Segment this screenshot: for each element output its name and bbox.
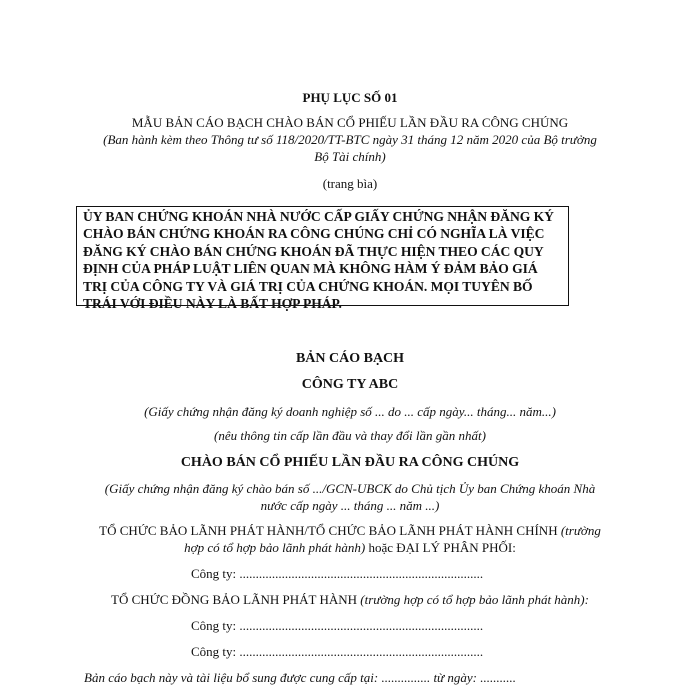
legal-notice-box (76, 206, 569, 312)
prospectus-title: BẢN CÁO BẠCH (295, 351, 405, 366)
form-title: MẪU BẢN CÁO BẠCH CHÀO BÁN CỔ PHIẾU LẦN ĐẦU RA CÔNG CHÚNG (131, 115, 569, 130)
co-underwriter-heading: TỔ CHỨC ĐỒNG BẢO LÃNH PHÁT HÀNH (111, 592, 358, 607)
underwriter-heading-line-2 (0, 540, 700, 556)
co-underwriter-company-line-2: Công ty: ........................................................................... (191, 644, 484, 659)
business-cert: (Giấy chứng nhận đăng ký doanh nghiệp số ... do ... cấp ngày... tháng... năm...) (144, 404, 556, 419)
underwriter-company-line: Công ty: ........................................................................... (191, 566, 484, 581)
offering-title: CHÀO BÁN CỔ PHIẾU LẦN ĐẦU RA CÔNG CHÚNG (180, 455, 520, 470)
underwriter-heading: TỔ CHỨC BẢO LÃNH PHÁT HÀNH/TỔ CHỨC BẢO LÃNH PHÁT HÀNH CHÍNH (99, 523, 558, 538)
offering-cert-line-1: (Giấy chứng nhận đăng ký chào bán số .../GCN-UBCK do Chủ tịch Ủy ban Chứng khoán Nhà (104, 481, 596, 496)
co-underwriter-note: (trường hợp có tổ hợp bảo lãnh phát hành): (360, 592, 589, 607)
company-name: CÔNG TY ABC (301, 377, 399, 392)
issued-line-2: Bộ Tài chính) (314, 149, 386, 164)
underwriter-note-a: (trường (560, 523, 601, 538)
appendix-title: PHỤ LỤC SỐ 01 (302, 90, 398, 105)
co-underwriter-heading-line (0, 592, 700, 608)
offering-cert-line-2: nước cấp ngày ... tháng ... năm ...) (260, 498, 440, 513)
distribution-agent-label: ĐẠI LÝ PHÂN PHỐI: (396, 540, 516, 555)
co-underwriter-company-line-1: Công ty: ........................................................................... (191, 618, 484, 633)
underwriter-or: hoặc (368, 540, 394, 555)
legal-notice-text: ỦY BAN CHỨNG KHOÁN NHÀ NƯỚC CẤP GIẤY CHỨNG NHẬN ĐĂNG KÝ CHÀO BÁN CHỨNG KHOÁN RA CÔNG CHÚNG CHỈ CÓ NGHĨA LÀ VIỆC ĐĂNG KÝ CHÀO BÁN CHỨNG KHOÁN ĐÃ THỰC HIỆN THEO CÁC QUY ĐỊNH CỦA PHÁP LUẬT LIÊN QUAN MÀ KHÔNG HÀM Ý ĐẢM BẢO GIÁ TRỊ CỦA CÔNG TY VÀ GIÁ TRỊ CỦA CHỨNG KHOÁN. MỌI TUYÊN BỐ TRÁI VỚI ĐIỀU NÀY LÀ BẤT HỢP PHÁP. (83, 209, 554, 312)
availability-line: Bản cáo bạch này và tài liệu bổ sung được cung cấp tại: ............... từ ngày: ........... (84, 670, 516, 685)
issued-line-1: (Ban hành kèm theo Thông tư số 118/2020/TT-BTC ngày 31 tháng 12 năm 2020 của Bộ trưởng (103, 132, 597, 147)
cover-note: (trang bìa) (322, 176, 378, 191)
underwriter-heading-line-1 (0, 523, 700, 539)
underwriter-note-b: hợp có tổ hợp bảo lãnh phát hành) (184, 540, 366, 555)
info-note: (nêu thông tin cấp lần đầu và thay đổi lần gần nhất) (214, 428, 486, 443)
